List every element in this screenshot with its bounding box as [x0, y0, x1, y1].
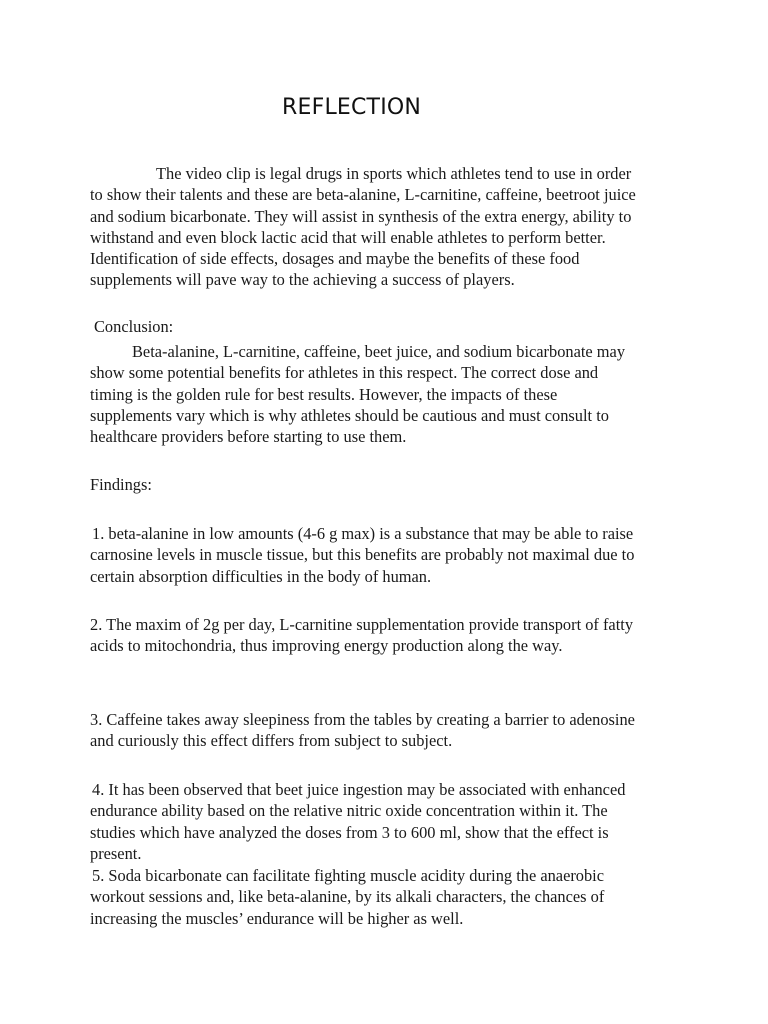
intro-line: withstand and even block lactic acid that will enable athletes to perform better.	[90, 227, 606, 247]
conclusion-heading	[90, 316, 690, 337]
conclusion-line: show some potential benefits for athletes in this respect. The correct dose and	[90, 363, 599, 383]
finding-3	[90, 709, 690, 752]
finding-4	[90, 779, 690, 864]
finding-1	[90, 523, 690, 587]
intro-line: Identification of side effects, dosages and maybe the benefits of these food	[90, 249, 580, 269]
findings-heading-text: Findings:	[90, 475, 152, 494]
conclusion-line: healthcare providers before starting to use them.	[90, 427, 407, 447]
intro-paragraph	[90, 163, 690, 291]
finding-line: and curiously this effect differs from subject to subject.	[90, 731, 453, 751]
finding-line: 2. The maxim of 2g per day, L-carnitine supplementation provide transport of fatty	[90, 615, 634, 634]
conclusion-line: supplements vary which is why athletes should be cautious and must consult to	[90, 405, 609, 425]
finding-line: workout sessions and, like beta-alanine, by its alkali characters, the chances of	[90, 887, 605, 907]
finding-line: 4. It has been observed that beet juice ingestion may be associated with enhanced	[92, 780, 626, 799]
conclusion-line: Beta-alanine, L-carnitine, caffeine, beet juice, and sodium bicarbonate may	[132, 342, 626, 361]
finding-line: studies which have analyzed the doses from 3 to 600 ml, show that the effect is	[90, 822, 609, 842]
finding-line: certain absorption difficulties in the body of human.	[90, 566, 432, 586]
intro-line: supplements will pave way to the achieving a success of players.	[90, 270, 515, 290]
page-title: REFLECTION	[282, 95, 422, 120]
intro-line: The video clip is legal drugs in sports which athletes tend to use in order	[156, 164, 632, 183]
finding-5	[90, 865, 690, 929]
finding-line: acids to mitochondria, thus improving energy production along the way.	[90, 636, 563, 656]
finding-line: endurance ability based on the relative nitric oxide concentration within it. The	[90, 801, 608, 821]
conclusion-line: timing is the golden rule for best results. However, the impacts of these	[90, 384, 558, 404]
finding-line: increasing the muscles’ endurance will be higher as well.	[90, 908, 464, 928]
finding-line: 5. Soda bicarbonate can facilitate fighting muscle acidity during the anaerobic	[92, 866, 605, 885]
finding-line: carnosine levels in muscle tissue, but this benefits are probably not maximal due to	[90, 545, 635, 565]
intro-line: and sodium bicarbonate. They will assist in synthesis of the extra energy, ability to	[90, 206, 632, 226]
conclusion-heading-text: Conclusion:	[94, 317, 174, 336]
findings-heading	[90, 474, 690, 495]
conclusion-paragraph	[90, 341, 690, 447]
finding-line: present.	[90, 843, 142, 863]
intro-line: to show their talents and these are beta-alanine, L-carnitine, caffeine, beetroot juice	[90, 185, 636, 205]
finding-2	[90, 614, 690, 657]
finding-line: 1. beta-alanine in low amounts (4-6 g max) is a substance that may be able to raise	[92, 524, 634, 543]
finding-line: 3. Caffeine takes away sleepiness from the tables by creating a barrier to adenosine	[90, 710, 635, 729]
